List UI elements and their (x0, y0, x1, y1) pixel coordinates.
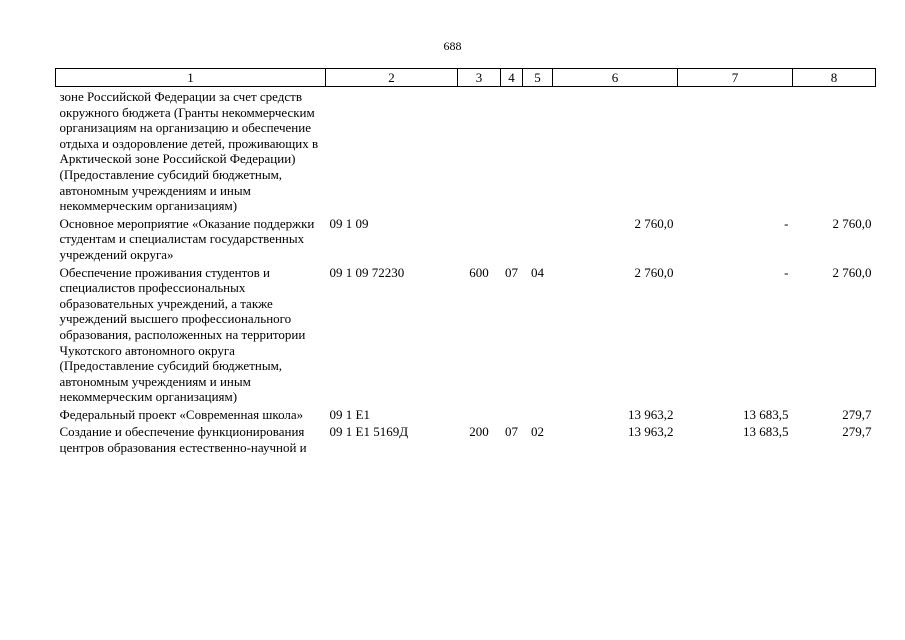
row-vr-cell (458, 405, 501, 423)
row-total-cell: 2 760,0 (634, 215, 674, 231)
budget-table (55, 68, 876, 456)
row-vr-cell (458, 214, 501, 263)
row-federal-cell (678, 87, 793, 214)
row-name-cell: Основное мероприятие «Оказание поддержки студентам и специалистам государственных учреждений округа» (59, 215, 315, 262)
row-federal-cell: - (784, 264, 789, 280)
row-code-cell: 09 1 E1 5169Д (329, 424, 409, 440)
row-total-cell: 13 963,2 (628, 424, 674, 440)
row-vr-cell: 200 (469, 424, 489, 440)
row-rz-cell: 07 (505, 264, 518, 280)
row-name-cell: Создание и обеспечение функционирования центров образования естественно-научной и (59, 424, 307, 456)
row-pr-cell (523, 405, 553, 423)
row-name-cell: Обеспечение проживания студентов и специалистов профессиональных образовательных учреждений, а также учреждений высшего профессионального образования, расположенных на территории Чукотского автономного округа (Предоставление субсидий бюджетным, автономным учреждениям и иным некоммерческим организациям) (59, 264, 306, 405)
table-row (56, 214, 876, 263)
row-total-cell: 13 963,2 (628, 406, 674, 422)
row-total-cell (553, 87, 678, 214)
row-code-cell: 09 1 E1 (329, 406, 370, 422)
row-rz-cell (501, 405, 523, 423)
header-row (56, 69, 876, 87)
row-rz-cell (501, 214, 523, 263)
row-code-cell: 09 1 09 72230 (329, 264, 405, 280)
header-col-8: 8 (793, 69, 876, 87)
row-vr-cell: 600 (469, 264, 489, 280)
row-pr-cell: 04 (531, 264, 544, 280)
row-pr-cell (523, 214, 553, 263)
table-row (56, 405, 876, 423)
row-district-cell: 2 760,0 (832, 215, 872, 231)
header-col-1: 1 (56, 69, 326, 87)
row-district-cell: 279,7 (842, 424, 872, 440)
row-code-cell: 09 1 09 (329, 215, 369, 231)
row-federal-cell: - (784, 215, 789, 231)
row-vr-cell (458, 87, 501, 214)
row-district-cell: 2 760,0 (832, 264, 872, 280)
header-col-4: 4 (501, 69, 523, 87)
row-pr-cell (523, 87, 553, 214)
table-row (56, 87, 876, 214)
header-col-7: 7 (678, 69, 793, 87)
row-code-cell (326, 87, 458, 214)
table-row (56, 263, 876, 405)
header-col-6: 6 (553, 69, 678, 87)
row-pr-cell: 02 (531, 424, 544, 440)
page-number: 688 (443, 39, 462, 53)
row-district-cell: 279,7 (842, 406, 872, 422)
row-rz-cell (501, 87, 523, 214)
row-federal-cell: 13 683,5 (743, 424, 789, 440)
header-col-2: 2 (326, 69, 458, 87)
row-name-cell: Федеральный проект «Современная школа» (59, 406, 304, 422)
row-total-cell: 2 760,0 (634, 264, 674, 280)
row-name-cell: зоне Российской Федерации за счет средств окружного бюджета (Гранты некоммерческим организациям на организацию и обеспечение отдыха и оздоровление детей, проживающих в Арктической зоне Российской Федерации) (Предоставление субсидий бюджетным, автономным учреждениям и иным некоммерческим организациям) (59, 89, 319, 214)
row-district-cell (793, 87, 876, 214)
header-col-3: 3 (458, 69, 501, 87)
table-row (56, 422, 876, 455)
header-col-5: 5 (523, 69, 553, 87)
row-federal-cell: 13 683,5 (743, 406, 789, 422)
row-rz-cell: 07 (505, 424, 518, 440)
